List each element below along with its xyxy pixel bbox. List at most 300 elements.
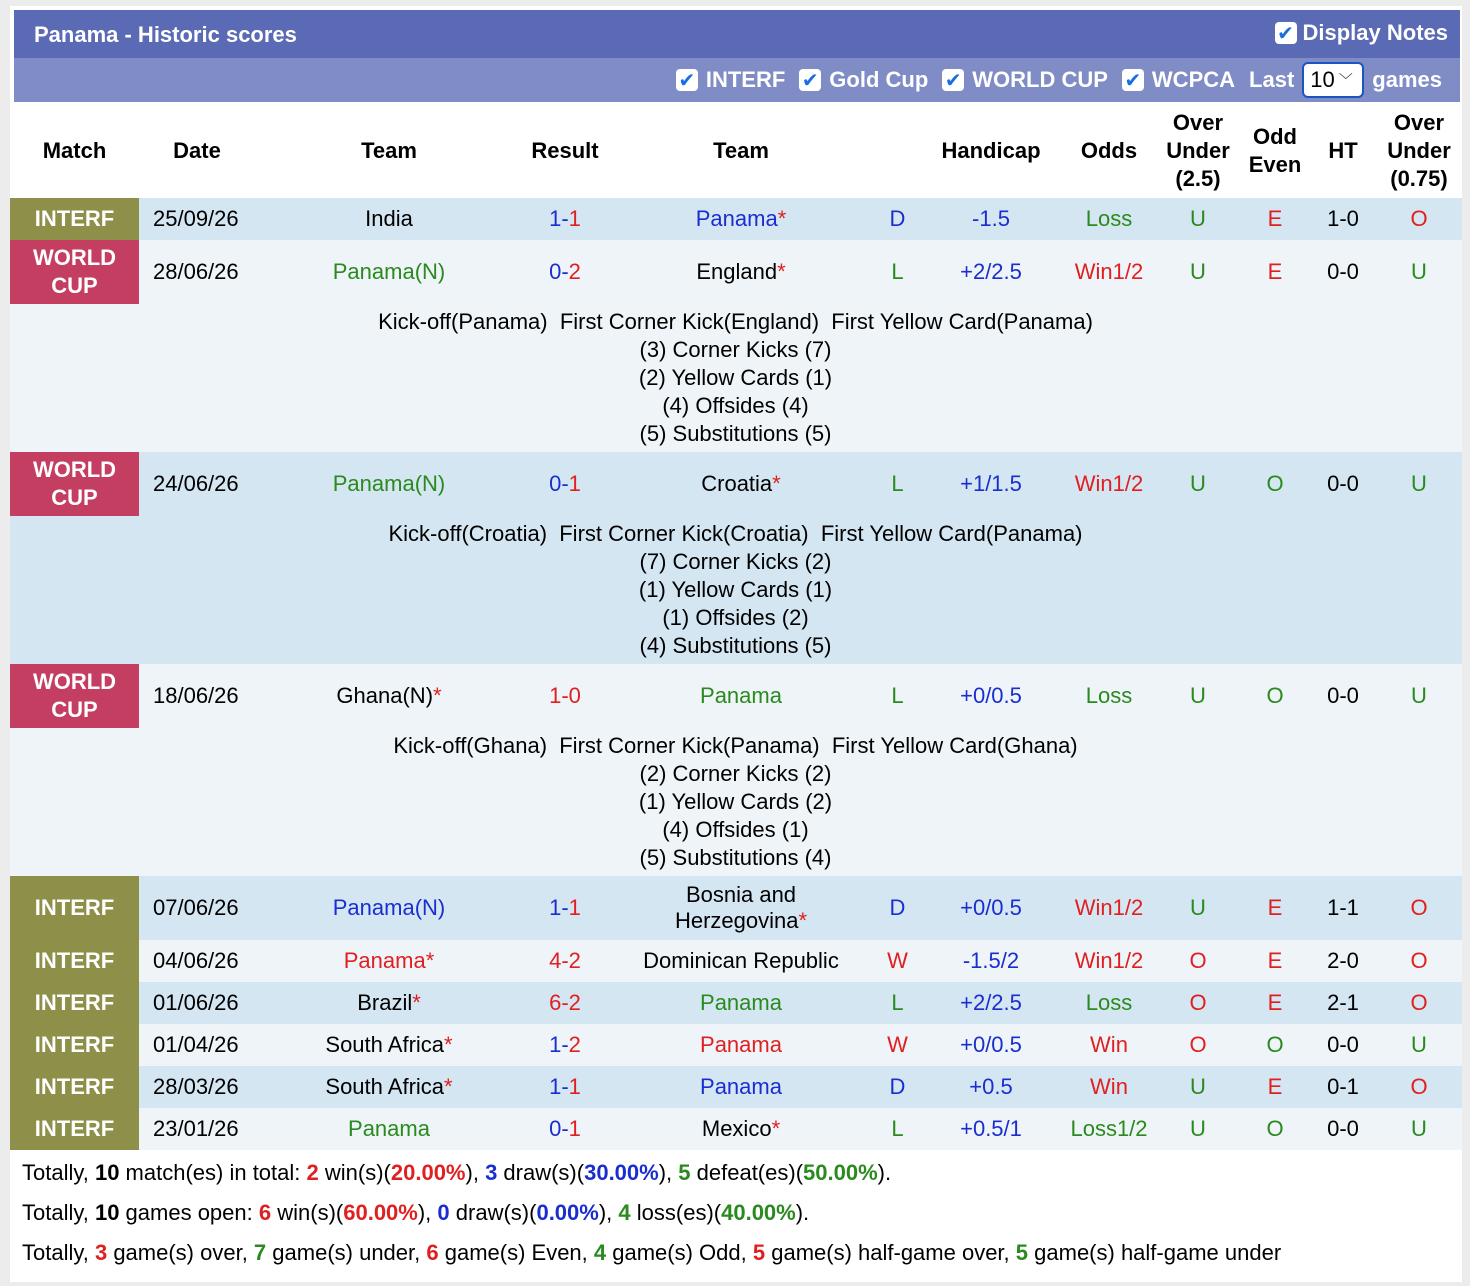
notes-stat: (1) Offsides (2) bbox=[662, 605, 809, 630]
away-team-name[interactable]: Panama bbox=[700, 990, 782, 1015]
odd-even: E bbox=[1240, 940, 1310, 982]
over-under-ht: O bbox=[1376, 1066, 1462, 1108]
over-under: U bbox=[1156, 452, 1240, 516]
win-draw-loss: D bbox=[875, 876, 920, 940]
summary-text: game(s) under, bbox=[266, 1240, 427, 1265]
score-separator: - bbox=[561, 895, 569, 920]
half-time-score: 0-1 bbox=[1310, 1066, 1376, 1108]
notes-stat: (2) Corner Kicks (2) bbox=[639, 761, 832, 786]
match-notes bbox=[139, 516, 1462, 664]
notes-spacer bbox=[10, 304, 139, 452]
over-under: U bbox=[1156, 876, 1240, 940]
over-under: U bbox=[1156, 1108, 1240, 1150]
score-away: 1 bbox=[568, 1074, 581, 1099]
handicap: +0/0.5 bbox=[920, 1024, 1062, 1066]
table-row bbox=[10, 452, 1462, 516]
home-team-name[interactable]: Brazil bbox=[357, 990, 413, 1015]
score-home: 1 bbox=[549, 206, 562, 231]
table-body bbox=[10, 198, 1462, 1150]
home-team[interactable] bbox=[255, 1024, 523, 1066]
match-date: 28/03/26 bbox=[139, 1066, 255, 1108]
match-result[interactable] bbox=[523, 1108, 607, 1150]
summary-text: ). bbox=[795, 1200, 810, 1225]
notes-firsts: Kick-off(Panama) First Corner Kick(England) First Yellow Card(Panama) bbox=[378, 309, 1093, 334]
checkbox-checked-icon[interactable]: ✔ bbox=[676, 69, 698, 91]
score-away: 1 bbox=[568, 1116, 581, 1141]
col-handicap: Handicap bbox=[941, 138, 1041, 163]
summary-text: ). bbox=[877, 1160, 892, 1185]
last-games-control bbox=[1249, 62, 1442, 98]
filter-world-cup[interactable] bbox=[942, 67, 1108, 93]
summary-text: games open: bbox=[119, 1200, 259, 1225]
over-under-ht: U bbox=[1376, 1024, 1462, 1066]
score-separator: - bbox=[561, 1032, 569, 1057]
score-separator: - bbox=[561, 471, 569, 496]
favorite-marker: * bbox=[412, 990, 421, 1015]
home-team-name[interactable]: South Africa bbox=[325, 1074, 445, 1099]
score-home: 0 bbox=[549, 471, 562, 496]
handicap: +1/1.5 bbox=[920, 452, 1062, 516]
summary-wins: 6 bbox=[258, 1200, 272, 1225]
notes-firsts: Kick-off(Ghana) First Corner Kick(Panama) First Yellow Card(Ghana) bbox=[393, 733, 1078, 758]
title-bar bbox=[14, 10, 1460, 62]
away-team-name[interactable]: Panama bbox=[695, 206, 778, 231]
handicap: +0.5/1 bbox=[920, 1108, 1062, 1150]
summary-text: game(s) Odd, bbox=[606, 1240, 753, 1265]
odd-even: E bbox=[1240, 240, 1310, 304]
match-date: 07/06/26 bbox=[139, 876, 255, 940]
home-team[interactable] bbox=[255, 876, 523, 940]
notes-firsts: Kick-off(Croatia) First Corner Kick(Croatia) First Yellow Card(Panama) bbox=[388, 521, 1083, 546]
table-row bbox=[10, 664, 1462, 728]
summary-total: 10 bbox=[94, 1200, 120, 1225]
summary-line-overunder bbox=[22, 1233, 1281, 1273]
summary-text: loss(es)( bbox=[630, 1200, 722, 1225]
notes-stat: (4) Offsides (4) bbox=[662, 393, 809, 418]
odd-even: O bbox=[1240, 1108, 1310, 1150]
league-badge[interactable]: INTERF bbox=[10, 1066, 139, 1108]
table-row bbox=[10, 1066, 1462, 1108]
notes-spacer bbox=[10, 516, 139, 664]
table-row bbox=[10, 982, 1462, 1024]
match-result[interactable] bbox=[523, 982, 607, 1024]
summary-text: Totally, bbox=[22, 1200, 95, 1225]
half-time-score: 0-0 bbox=[1310, 240, 1376, 304]
over-under-ht: O bbox=[1376, 198, 1462, 240]
filter-gold-cup[interactable] bbox=[799, 67, 928, 93]
summary-text: ), bbox=[465, 1160, 486, 1185]
summary-text: draw(s)( bbox=[497, 1160, 585, 1185]
notes-stat: (1) Yellow Cards (1) bbox=[638, 577, 833, 602]
score-away: 2 bbox=[568, 990, 581, 1015]
match-date: 23/01/26 bbox=[139, 1108, 255, 1150]
half-time-score: 0-0 bbox=[1310, 452, 1376, 516]
score-home: 1 bbox=[549, 683, 562, 708]
filter-label: INTERF bbox=[705, 67, 786, 92]
summary-defeat-pct: 50.00% bbox=[803, 1160, 878, 1185]
league-label: WORLD CUP bbox=[32, 457, 117, 510]
match-result[interactable] bbox=[523, 1066, 607, 1108]
league-badge[interactable]: INTERF bbox=[10, 198, 139, 240]
table-row bbox=[10, 240, 1462, 304]
display-notes-label: Display Notes bbox=[1302, 20, 1448, 45]
odd-even: E bbox=[1240, 982, 1310, 1024]
col-over-under: Over Under (2.5) bbox=[1166, 110, 1230, 191]
odds-result: Win1/2 bbox=[1062, 240, 1156, 304]
favorite-marker: * bbox=[777, 259, 786, 284]
over-under-ht: O bbox=[1376, 876, 1462, 940]
summary-total: 10 bbox=[94, 1160, 120, 1185]
col-team-away: Team bbox=[713, 138, 769, 163]
score-separator: - bbox=[561, 683, 569, 708]
handicap: -1.5 bbox=[920, 198, 1062, 240]
summary-text: match(es) in total: bbox=[119, 1160, 307, 1185]
score-away: 1 bbox=[568, 206, 581, 231]
summary-text: Totally, bbox=[22, 1160, 95, 1185]
over-under: O bbox=[1156, 982, 1240, 1024]
score-away: 0 bbox=[568, 683, 581, 708]
match-notes bbox=[139, 304, 1462, 452]
league-badge[interactable] bbox=[10, 664, 139, 728]
handicap: +0.5 bbox=[920, 1066, 1062, 1108]
odds-result: Win bbox=[1062, 1024, 1156, 1066]
score-separator: - bbox=[561, 990, 569, 1015]
match-result[interactable] bbox=[523, 664, 607, 728]
away-team[interactable] bbox=[607, 664, 875, 728]
odd-even: O bbox=[1240, 452, 1310, 516]
filter-wcpca[interactable] bbox=[1122, 67, 1235, 93]
handicap: +2/2.5 bbox=[920, 982, 1062, 1024]
checkbox-checked-icon[interactable]: ✔ bbox=[942, 69, 964, 91]
match-date: 04/06/26 bbox=[139, 940, 255, 982]
checkbox-checked-icon[interactable]: ✔ bbox=[1275, 22, 1297, 44]
summary-win-pct: 20.00% bbox=[390, 1160, 466, 1185]
home-team[interactable] bbox=[255, 198, 523, 240]
away-team-name[interactable]: Bosnia and Herzegovina bbox=[674, 882, 799, 933]
away-team-name[interactable]: Mexico bbox=[701, 1116, 772, 1141]
over-under: U bbox=[1156, 198, 1240, 240]
favorite-marker: * bbox=[798, 908, 808, 933]
summary-line-open bbox=[22, 1193, 1281, 1233]
summary-draws: 0 bbox=[437, 1200, 450, 1225]
favorite-marker: * bbox=[772, 471, 781, 496]
handicap: +0/0.5 bbox=[920, 664, 1062, 728]
half-time-score: 0-0 bbox=[1310, 1108, 1376, 1150]
match-date: 28/06/26 bbox=[139, 240, 255, 304]
score-separator: - bbox=[561, 1074, 569, 1099]
odds-result: Loss bbox=[1062, 198, 1156, 240]
home-team-name[interactable]: South Africa bbox=[325, 1032, 445, 1057]
score-away: 1 bbox=[568, 895, 581, 920]
away-team[interactable] bbox=[607, 198, 875, 240]
summary-hg-under: 5 bbox=[1015, 1240, 1029, 1265]
score-separator: - bbox=[561, 1116, 569, 1141]
col-result: Result bbox=[531, 138, 599, 163]
half-time-score: 0-0 bbox=[1310, 1024, 1376, 1066]
favorite-marker: * bbox=[777, 206, 787, 231]
score-separator: - bbox=[561, 259, 569, 284]
match-result[interactable] bbox=[523, 940, 607, 982]
summary-line-matches bbox=[22, 1153, 1281, 1193]
odds-result: Loss bbox=[1062, 664, 1156, 728]
last-games-select[interactable] bbox=[1302, 62, 1364, 98]
league-badge[interactable]: INTERF bbox=[10, 1024, 139, 1066]
over-under: U bbox=[1156, 240, 1240, 304]
win-draw-loss: L bbox=[875, 982, 920, 1024]
away-team-name[interactable]: Panama bbox=[700, 1032, 782, 1057]
league-label: WORLD CUP bbox=[32, 669, 117, 722]
league-badge[interactable]: INTERF bbox=[10, 1108, 139, 1150]
score-home: 4 bbox=[549, 948, 562, 973]
score-away: 2 bbox=[568, 1032, 581, 1057]
table-row bbox=[10, 940, 1462, 982]
favorite-marker: * bbox=[433, 683, 442, 708]
score-away: 1 bbox=[568, 471, 581, 496]
away-team-name[interactable]: Panama bbox=[700, 683, 782, 708]
summary-text: draw(s)( bbox=[449, 1200, 537, 1225]
score-home: 0 bbox=[549, 259, 562, 284]
half-time-score: 1-1 bbox=[1310, 876, 1376, 940]
away-team-name[interactable]: Panama bbox=[700, 1074, 782, 1099]
match-date: 18/06/26 bbox=[139, 664, 255, 728]
match-result[interactable] bbox=[523, 240, 607, 304]
summary-text: win(s)( bbox=[271, 1200, 344, 1225]
favorite-marker: * bbox=[444, 1032, 453, 1057]
summary-hg-over: 5 bbox=[752, 1240, 766, 1265]
filter-label: WCPCA bbox=[1151, 67, 1236, 92]
favorite-marker: * bbox=[771, 1116, 781, 1141]
away-team-name[interactable]: England bbox=[696, 259, 778, 284]
summary-draws: 3 bbox=[485, 1160, 498, 1185]
away-team[interactable] bbox=[607, 876, 875, 940]
summary-even: 6 bbox=[426, 1240, 439, 1265]
win-draw-loss: D bbox=[875, 1066, 920, 1108]
league-badge[interactable]: INTERF bbox=[10, 940, 139, 982]
match-result[interactable] bbox=[523, 876, 607, 940]
over-under: O bbox=[1156, 1024, 1240, 1066]
summary-loss-pct: 40.00% bbox=[721, 1200, 796, 1225]
summary-text: game(s) Even, bbox=[438, 1240, 594, 1265]
summary-text: ), bbox=[598, 1200, 619, 1225]
away-team[interactable] bbox=[607, 1024, 875, 1066]
notes-stat: (3) Corner Kicks (7) bbox=[639, 337, 832, 362]
league-badge[interactable]: INTERF bbox=[10, 982, 139, 1024]
half-time-score: 0-0 bbox=[1310, 664, 1376, 728]
odd-even: E bbox=[1240, 876, 1310, 940]
home-team[interactable] bbox=[255, 452, 523, 516]
win-draw-loss: L bbox=[875, 240, 920, 304]
half-time-score: 2-1 bbox=[1310, 982, 1376, 1024]
away-team[interactable] bbox=[607, 240, 875, 304]
home-team[interactable] bbox=[255, 940, 523, 982]
home-team[interactable] bbox=[255, 664, 523, 728]
score-home: 1 bbox=[549, 1074, 562, 1099]
summary-text: ), bbox=[417, 1200, 438, 1225]
away-team-name[interactable]: Dominican Republic bbox=[643, 948, 839, 973]
away-team[interactable] bbox=[607, 1066, 875, 1108]
filter-label: Gold Cup bbox=[829, 67, 929, 92]
notes-stat: (1) Yellow Cards (2) bbox=[638, 789, 833, 814]
over-under: U bbox=[1156, 1066, 1240, 1108]
summary-text: win(s)( bbox=[318, 1160, 391, 1185]
chevron-down-icon: ﹀ bbox=[1338, 73, 1353, 89]
over-under-ht: O bbox=[1376, 940, 1462, 982]
league-badge[interactable] bbox=[10, 240, 139, 304]
match-date: 25/09/26 bbox=[139, 198, 255, 240]
away-team[interactable] bbox=[607, 1108, 875, 1150]
home-team[interactable] bbox=[255, 1066, 523, 1108]
filter-bar bbox=[14, 58, 1460, 102]
summary-draw-pct: 30.00% bbox=[584, 1160, 659, 1185]
home-team[interactable] bbox=[255, 1108, 523, 1150]
odds-result: Win1/2 bbox=[1062, 452, 1156, 516]
notes-stat: (7) Corner Kicks (2) bbox=[639, 549, 832, 574]
win-draw-loss: L bbox=[875, 664, 920, 728]
match-result[interactable] bbox=[523, 452, 607, 516]
summary-text: ), bbox=[658, 1160, 679, 1185]
display-notes-toggle[interactable] bbox=[1275, 20, 1449, 46]
match-date: 01/04/26 bbox=[139, 1024, 255, 1066]
odd-even: O bbox=[1240, 664, 1310, 728]
match-result[interactable] bbox=[523, 198, 607, 240]
over-under-ht: U bbox=[1376, 452, 1462, 516]
home-team-name[interactable]: Panama(N) bbox=[332, 471, 446, 496]
favorite-marker: * bbox=[425, 948, 435, 973]
home-team-name[interactable]: Ghana(N) bbox=[336, 683, 434, 708]
home-team-name[interactable]: Panama(N) bbox=[332, 895, 446, 920]
score-home: 0 bbox=[549, 1116, 562, 1141]
historic-scores-table bbox=[10, 104, 1462, 1150]
checkbox-checked-icon[interactable]: ✔ bbox=[1122, 69, 1144, 91]
odds-result: Win bbox=[1062, 1066, 1156, 1108]
league-badge[interactable]: INTERF bbox=[10, 876, 139, 940]
over-under-ht: U bbox=[1376, 240, 1462, 304]
notes-stat: (5) Substitutions (4) bbox=[639, 845, 832, 870]
over-under-ht: U bbox=[1376, 664, 1462, 728]
half-time-score: 1-0 bbox=[1310, 198, 1376, 240]
match-notes-row bbox=[10, 516, 1462, 664]
handicap: -1.5/2 bbox=[920, 940, 1062, 982]
col-ht: HT bbox=[1328, 138, 1358, 163]
match-notes-row bbox=[10, 728, 1462, 876]
summary-text: game(s) half-game over, bbox=[765, 1240, 1016, 1265]
checkbox-checked-icon[interactable]: ✔ bbox=[799, 69, 821, 91]
last-games-value: 10 bbox=[1310, 67, 1335, 92]
score-home: 6 bbox=[549, 990, 562, 1015]
filter-interf[interactable] bbox=[676, 67, 785, 93]
home-team[interactable] bbox=[255, 240, 523, 304]
summary-odd: 4 bbox=[593, 1240, 607, 1265]
col-team-home: Team bbox=[361, 138, 417, 163]
summary-wins: 2 bbox=[306, 1160, 319, 1185]
away-team[interactable] bbox=[607, 982, 875, 1024]
over-under-ht: U bbox=[1376, 1108, 1462, 1150]
col-match: Match bbox=[42, 138, 107, 163]
match-date: 01/06/26 bbox=[139, 982, 255, 1024]
notes-spacer bbox=[10, 728, 139, 876]
match-result[interactable] bbox=[523, 1024, 607, 1066]
handicap: +2/2.5 bbox=[920, 240, 1062, 304]
score-home: 1 bbox=[549, 1032, 562, 1057]
odd-even: E bbox=[1240, 198, 1310, 240]
home-team-name[interactable]: India bbox=[365, 206, 413, 231]
summary-draw-pct: 0.00% bbox=[536, 1200, 599, 1225]
col-odd-even: Odd Even bbox=[1248, 124, 1302, 177]
home-team-name[interactable]: Panama bbox=[343, 948, 426, 973]
summary-text: Totally, bbox=[22, 1240, 95, 1265]
summary bbox=[22, 1153, 1281, 1273]
col-date: Date bbox=[173, 138, 221, 163]
score-separator: - bbox=[561, 206, 569, 231]
table-header bbox=[10, 104, 1462, 198]
match-notes bbox=[139, 728, 1462, 876]
league-label: WORLD CUP bbox=[32, 245, 117, 298]
odd-even: O bbox=[1240, 1024, 1310, 1066]
games-label: games bbox=[1372, 67, 1442, 92]
notes-stat: (5) Substitutions (5) bbox=[639, 421, 832, 446]
odds-result: Win1/2 bbox=[1062, 876, 1156, 940]
away-team[interactable] bbox=[607, 940, 875, 982]
summary-defeats: 5 bbox=[678, 1160, 691, 1185]
match-notes-row bbox=[10, 304, 1462, 452]
half-time-score: 2-0 bbox=[1310, 940, 1376, 982]
odd-even: E bbox=[1240, 1066, 1310, 1108]
summary-text: game(s) over, bbox=[107, 1240, 254, 1265]
over-under: O bbox=[1156, 940, 1240, 982]
last-label: Last bbox=[1249, 67, 1295, 92]
summary-over: 3 bbox=[94, 1240, 108, 1265]
over-under: U bbox=[1156, 664, 1240, 728]
handicap: +0/0.5 bbox=[920, 876, 1062, 940]
league-badge[interactable] bbox=[10, 452, 139, 516]
table-row bbox=[10, 198, 1462, 240]
historic-scores-panel bbox=[10, 6, 1462, 1282]
home-team[interactable] bbox=[255, 982, 523, 1024]
summary-losses: 4 bbox=[618, 1200, 631, 1225]
col-over-under-ht: Over Under (0.75) bbox=[1387, 110, 1451, 191]
table-row bbox=[10, 1024, 1462, 1066]
table-row bbox=[10, 1108, 1462, 1150]
table-row bbox=[10, 876, 1462, 940]
home-team-name[interactable]: Panama(N) bbox=[332, 259, 446, 284]
odds-result: Loss bbox=[1062, 982, 1156, 1024]
filter-label: WORLD CUP bbox=[972, 67, 1108, 92]
match-date: 24/06/26 bbox=[139, 452, 255, 516]
summary-win-pct: 60.00% bbox=[343, 1200, 418, 1225]
page-title: Panama - Historic scores bbox=[34, 22, 297, 47]
away-team[interactable] bbox=[607, 452, 875, 516]
notes-stat: (2) Yellow Cards (1) bbox=[638, 365, 833, 390]
odds-result: Win1/2 bbox=[1062, 940, 1156, 982]
notes-stat: (4) Offsides (1) bbox=[662, 817, 809, 842]
col-odds: Odds bbox=[1080, 138, 1138, 163]
odds-result: Loss1/2 bbox=[1062, 1108, 1156, 1150]
over-under-ht: O bbox=[1376, 982, 1462, 1024]
win-draw-loss: L bbox=[875, 1108, 920, 1150]
summary-under: 7 bbox=[253, 1240, 267, 1265]
score-home: 1 bbox=[549, 895, 562, 920]
home-team-name[interactable]: Panama bbox=[348, 1116, 430, 1141]
away-team-name[interactable]: Croatia bbox=[701, 471, 773, 496]
favorite-marker: * bbox=[444, 1074, 453, 1099]
score-away: 2 bbox=[568, 948, 581, 973]
win-draw-loss: L bbox=[875, 452, 920, 516]
win-draw-loss: D bbox=[875, 198, 920, 240]
col-wdl bbox=[875, 104, 920, 198]
score-away: 2 bbox=[568, 259, 581, 284]
win-draw-loss: W bbox=[875, 1024, 920, 1066]
notes-stat: (4) Substitutions (5) bbox=[639, 633, 832, 658]
